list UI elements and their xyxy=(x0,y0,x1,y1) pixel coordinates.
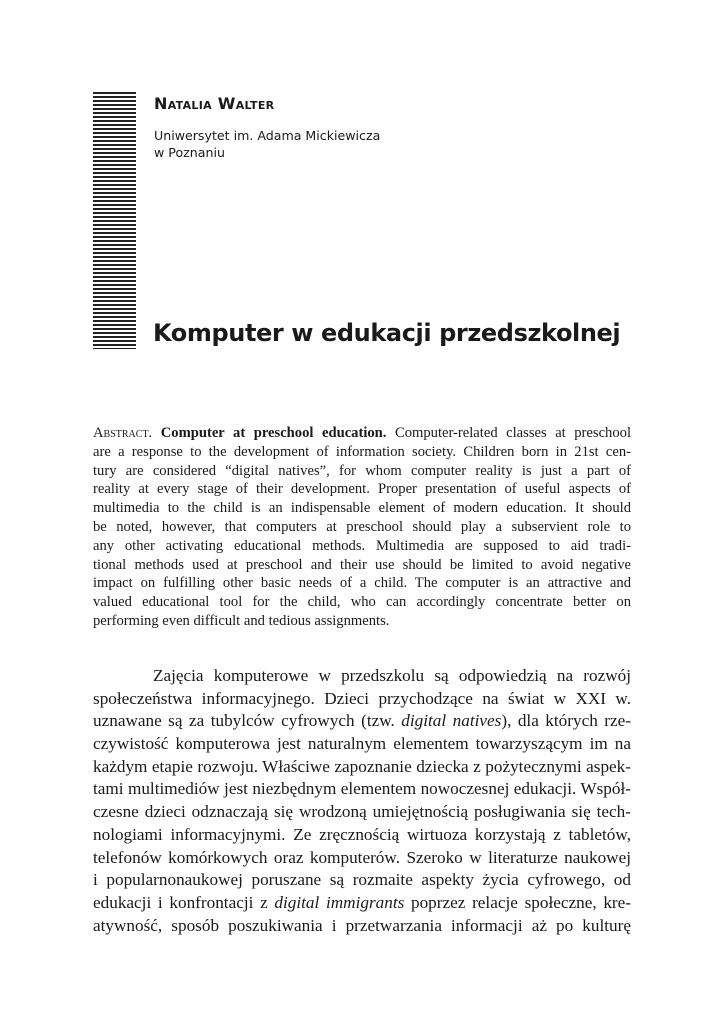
decorative-stripe-bar xyxy=(93,92,136,349)
abstract-line: any other activating educational methods. Multimedia are supposed to aid tradi- xyxy=(93,537,631,554)
body-line: czesne dzieci odznaczają się wrodzoną umiejętnością posługiwania się tech- xyxy=(93,802,631,822)
abstract-text: Computer-related classes at preschool xyxy=(394,425,631,441)
abstract-line: performing even difficult and tedious assignments. xyxy=(93,612,390,629)
abstract-line xyxy=(93,424,631,443)
abstract-heading: Computer at preschool education. xyxy=(160,425,387,441)
body-line: tami multimediów jest niezbędnym elementem nowoczesnej edukacji. Współ- xyxy=(93,779,631,799)
body-italic: digital natives xyxy=(401,711,502,731)
body-line: społeczeństwa informacyjnego. Dzieci przychodzące na świat w XXI w. xyxy=(93,688,631,708)
body-text: poprzez relacje społeczne, kre- xyxy=(404,892,631,912)
body-line xyxy=(93,892,631,915)
affiliation xyxy=(154,127,380,161)
body-paragraph xyxy=(93,665,631,937)
paper-title: Komputer w edukacji przedszkolnej xyxy=(153,319,621,347)
body-italic: digital immigrants xyxy=(274,892,405,912)
body-line: i popularnonaukowej poruszane są rozmaite aspekty życia cyfrowego, od xyxy=(93,870,631,890)
body-line xyxy=(93,710,631,733)
abstract-line: reality at every stage of their development. Proper presentation of useful aspects of xyxy=(93,481,631,498)
abstract-label: Abstract. xyxy=(93,425,153,441)
abstract xyxy=(93,424,631,631)
body-line: Zajęcia komputerowe w przedszkolu są odpowiedzią na rozwój xyxy=(153,666,631,685)
abstract-line: impact on fulfilling other basic needs of a child. The computer is an attractive and xyxy=(93,575,631,592)
abstract-line: are a response to the development of information society. Children born in 21st cen- xyxy=(93,443,631,460)
body-line: nologiami informacyjnymi. Ze zręcznością wirtuoza korzystają z tabletów, xyxy=(93,824,631,844)
body-line: każdym etapie rozwoju. Właściwe zapoznanie dziecka z pożytecznymi aspek- xyxy=(93,756,631,776)
affiliation-line: w Poznaniu xyxy=(154,145,225,160)
abstract-line: be noted, however, that computers at preschool should play a subservient role to xyxy=(93,518,631,535)
body-line: czywistość komputerowa jest naturalnym elementem towarzyszącym im na xyxy=(93,734,631,754)
affiliation-line: Uniwersytet im. Adama Mickiewicza xyxy=(154,128,381,143)
body-text: edukacji i konfrontacji z xyxy=(93,892,275,912)
body-line: telefonów komórkowych oraz komputerów. Szeroko w literaturze naukowej xyxy=(93,847,631,867)
body-text: ), dla których rze- xyxy=(501,711,631,731)
abstract-line: tury are considered “digital natives”, for whom computer reality is just a part of xyxy=(93,462,631,479)
abstract-line: valued educational tool for the child, who can accordingly concentrate better on xyxy=(93,594,631,611)
body-line: atywność, sposób poszukiwania i przetwarzania informacji aż po kulturę xyxy=(93,915,631,935)
abstract-line: tional methods used at preschool and their use should be limited to avoid negative xyxy=(93,556,631,573)
abstract-line: multimedia to the child is an indispensable element of modern education. It should xyxy=(93,500,631,517)
body-text: uznawane są za tubylców cyfrowych (tzw. xyxy=(93,711,402,731)
author-name: Natalia Walter xyxy=(154,94,275,113)
